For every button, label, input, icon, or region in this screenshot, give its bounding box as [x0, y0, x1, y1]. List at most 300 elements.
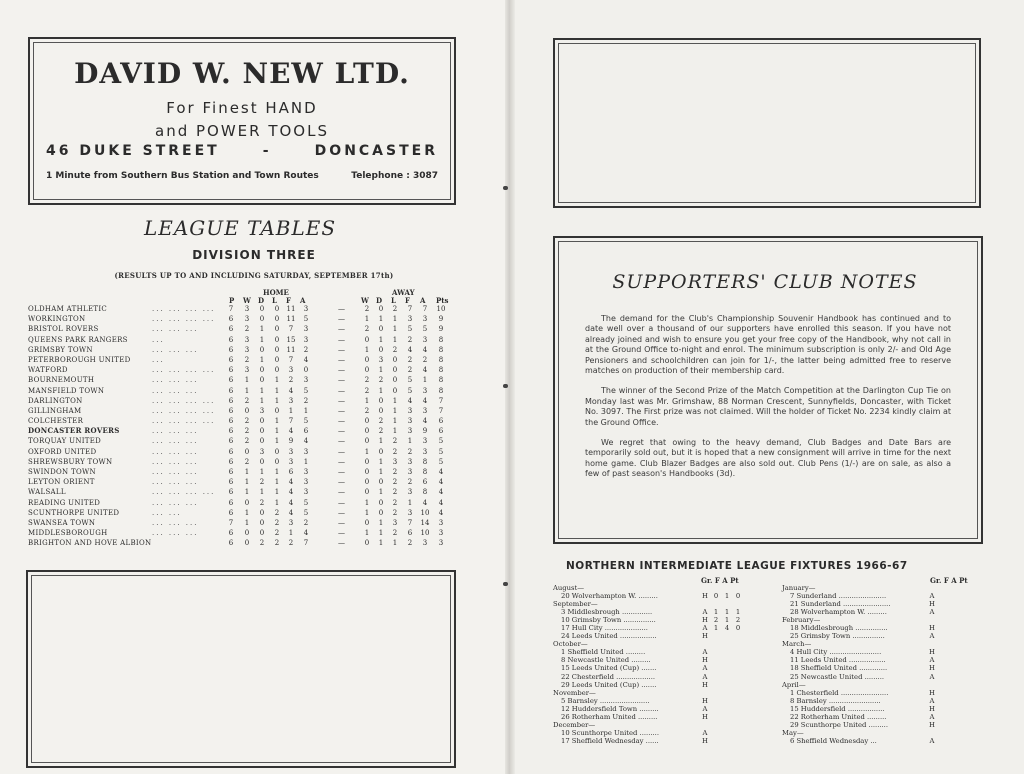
stat-cell: 4	[288, 498, 294, 507]
stat-cell: 2	[392, 488, 398, 497]
stat-cell: 3	[407, 488, 413, 497]
stat-cell: 8	[438, 355, 444, 364]
stat-cell: 1	[244, 386, 250, 395]
stat-cell: 0	[378, 396, 384, 405]
stat-cell: 1	[364, 315, 370, 324]
stat-cell: 6	[228, 325, 234, 334]
fixture-label: 12 Huddersfield Town .........	[561, 704, 659, 713]
fixture-gr: A	[929, 592, 935, 601]
fixture-row	[553, 673, 763, 681]
stat-cell: 0	[378, 325, 384, 334]
stat-cell: 2	[288, 539, 294, 548]
month-label: February—	[782, 616, 821, 625]
fixture-row	[553, 713, 763, 721]
home-header: HOME	[263, 288, 289, 297]
supporters-text	[585, 314, 951, 490]
stat-cell: 4	[438, 478, 444, 487]
fixture-gr: A	[929, 712, 935, 721]
league-row	[28, 304, 468, 314]
separator-dash: —	[338, 305, 345, 313]
leader-dots: ... ... ...	[152, 468, 199, 476]
stat-cell: 3	[244, 335, 250, 344]
leader-dots: ... ... ... ...	[152, 396, 216, 405]
month-label: April—	[782, 680, 806, 689]
advert-box	[28, 37, 456, 205]
stat-cell: 4	[438, 468, 444, 476]
stat-cell: 3	[392, 457, 398, 466]
supporters-heading: SUPPORTERS' CLUB NOTES	[612, 271, 918, 293]
month-label: December—	[553, 720, 596, 729]
stat-cell: 3	[422, 386, 428, 395]
stat-cell: 4	[422, 396, 428, 405]
stat-cell: 3	[422, 335, 428, 344]
separator-dash: —	[338, 335, 345, 344]
stat-cell: 3	[303, 376, 309, 385]
month-label: March—	[782, 640, 812, 649]
separator-dash: —	[338, 488, 345, 497]
stat-cell: 3	[407, 457, 413, 466]
stat-cell: 3	[303, 488, 309, 497]
fixture-f: 1	[713, 624, 719, 633]
leader-dots: ... ... ...	[152, 529, 199, 538]
stat-cell: 1	[378, 488, 384, 497]
stat-cell: 5	[303, 417, 309, 426]
stat-cell: 1	[392, 396, 398, 405]
stat-cell: 3	[407, 406, 413, 415]
fixture-row	[782, 656, 942, 664]
stat-cell: 6	[228, 437, 234, 446]
stat-cell: 3	[422, 437, 428, 446]
fixture-gr: A	[929, 696, 935, 705]
stat-cell: 4	[438, 488, 444, 497]
stat-cell: 1	[378, 366, 384, 375]
stat-cell: 0	[364, 335, 370, 344]
fixture-gr: H	[929, 664, 935, 673]
stat-cell: 0	[244, 498, 250, 507]
stat-cell: 3	[303, 335, 309, 344]
stat-cell: 0	[259, 376, 265, 385]
stat-cell: 6	[228, 406, 234, 415]
fixture-label: 7 Sunderland ......................	[790, 592, 887, 601]
stat-cell: 6	[228, 468, 234, 476]
month-label: November—	[553, 688, 596, 697]
stat-cell: 8	[438, 335, 444, 344]
separator-dash: —	[338, 508, 345, 517]
stat-cell: 8	[438, 366, 444, 375]
stat-cell: 2	[274, 518, 280, 527]
fixtures-right-column	[782, 584, 942, 745]
separator-dash: —	[338, 468, 345, 476]
stat-cell: 1	[274, 417, 280, 426]
stat-cell: 3	[244, 366, 250, 375]
notes-paragraph-2: The winner of the Second Prize of the Match Competition at the Darlington Cup Tie on Monday last was Mr. Grimshaw, 88 Norman Crescent, Sunnyfields, Doncaster, with Ticket No. 3097. The First prize was not claimed. Will the holder of Ticket No. 2234 kindly claim at the Ground Office.	[585, 386, 951, 427]
stat-cell: 1	[364, 447, 370, 456]
fixture-row	[553, 632, 763, 640]
stat-cell: 3	[288, 457, 294, 466]
stat-cell: 0	[378, 305, 384, 313]
stat-cell: 1	[274, 427, 280, 436]
stat-cell: 5	[303, 386, 309, 395]
stat-cell: 2	[392, 447, 398, 456]
leader-dots: ... ... ... ...	[152, 315, 216, 324]
stat-cell: 14	[420, 518, 430, 527]
stat-cell: 1	[244, 376, 250, 385]
team-name: SWINDON TOWN	[28, 468, 96, 476]
stat-cell: 0	[244, 529, 250, 538]
stat-cell: 6	[228, 478, 234, 487]
separator-dash: —	[338, 518, 345, 527]
team-name: MIDDLESBOROUGH	[28, 529, 108, 538]
fixture-label: 25 Grimsby Town ...............	[790, 632, 885, 641]
fixture-row	[553, 616, 763, 624]
stat-cell: 2	[244, 396, 250, 405]
fixture-gr: A	[702, 704, 708, 713]
stat-cell: 7	[228, 305, 234, 313]
fixture-label: 10 Grimsby Town ...............	[561, 616, 656, 625]
stat-cell: 1	[274, 478, 280, 487]
fixture-label: 4 Hull City ........................	[790, 648, 882, 657]
stat-cell: 2	[407, 478, 413, 487]
stat-cell: 3	[392, 518, 398, 527]
stat-cell: 2	[244, 355, 250, 364]
fixture-row	[553, 608, 763, 616]
separator-dash: —	[338, 498, 345, 507]
stat-cell: 1	[244, 488, 250, 497]
stat-cell: 0	[364, 488, 370, 497]
stat-cell: 0	[303, 366, 309, 375]
separator-dash: —	[338, 366, 345, 375]
fixture-label: 8 Newcastle United .........	[561, 656, 651, 665]
fixture-f: 2	[713, 616, 719, 625]
stat-cell: 0	[378, 447, 384, 456]
stat-cell: 10	[420, 529, 430, 538]
stat-cell: 0	[364, 468, 370, 476]
fixture-label: 28 Wolverhampton W. .........	[790, 608, 887, 617]
stat-cell: 1	[378, 437, 384, 446]
separator-dash: —	[338, 539, 345, 548]
fixture-label: 26 Rotherham United .........	[561, 712, 658, 721]
stat-cell: 3	[288, 447, 294, 456]
stat-cell: 0	[378, 478, 384, 487]
stat-cell: 3	[288, 518, 294, 527]
advert-town: DONCASTER	[314, 143, 438, 159]
month-label: May—	[782, 728, 804, 737]
stat-cell: 2	[303, 396, 309, 405]
fixtures-right-header: Gr. F A Pt	[930, 576, 968, 585]
leader-dots: ... ... ... ...	[152, 366, 216, 375]
stat-cell: 3	[259, 406, 265, 415]
stat-cell: 0	[274, 315, 280, 324]
league-row	[28, 335, 468, 345]
fixture-month	[553, 689, 763, 697]
separator-dash: —	[338, 355, 345, 364]
fixture-label: 1 Chesterfield ......................	[790, 688, 889, 697]
stat-cell: 8	[422, 457, 428, 466]
stat-cell: 3	[407, 427, 413, 436]
fixture-month	[782, 640, 942, 648]
away-col-header: L	[391, 296, 396, 305]
fixture-row	[553, 737, 763, 745]
fixture-row	[782, 632, 942, 640]
advert-directions: 1 Minute from Southern Bus Station and Town Routes	[46, 171, 319, 181]
stat-cell: 1	[378, 468, 384, 476]
team-name: QUEENS PARK RANGERS	[28, 335, 128, 344]
leader-dots: ... ... ...	[152, 386, 199, 395]
leader-dots: ... ... ...	[152, 447, 199, 456]
stat-cell: 0	[274, 345, 280, 354]
fixture-month	[553, 640, 763, 648]
stat-cell: 6	[288, 468, 294, 476]
away-col-header: D	[376, 296, 383, 305]
team-name: WALSALL	[28, 488, 66, 497]
binding-staple	[503, 186, 508, 190]
stat-cell: 6	[228, 386, 234, 395]
stat-cell: 2	[364, 386, 370, 395]
stat-cell: 0	[392, 355, 398, 364]
league-row	[28, 498, 468, 508]
stat-cell: 4	[303, 529, 309, 538]
league-row	[28, 538, 468, 548]
stat-cell: 5	[407, 376, 413, 385]
stat-cell: 0	[274, 355, 280, 364]
fixture-gr: A	[702, 624, 708, 633]
leader-dots: ...	[152, 355, 165, 364]
stat-cell: 8	[422, 488, 428, 497]
stat-cell: 3	[438, 539, 444, 548]
stat-cell: 9	[438, 325, 444, 334]
stat-cell: 6	[303, 427, 309, 436]
stat-cell: 2	[274, 529, 280, 538]
stat-cell: 6	[228, 396, 234, 405]
league-row	[28, 518, 468, 528]
fixture-label: 15 Leeds United (Cup) .......	[561, 664, 657, 673]
stat-cell: 2	[244, 437, 250, 446]
fixture-gr: H	[929, 648, 935, 657]
fixture-gr: H	[929, 624, 935, 633]
league-row	[28, 375, 468, 385]
stat-cell: 5	[303, 498, 309, 507]
home-col-header: A	[300, 296, 306, 305]
fixture-row	[782, 705, 942, 713]
stat-cell: 0	[364, 427, 370, 436]
stat-cell: 0	[259, 305, 265, 313]
stat-cell: 2	[259, 498, 265, 507]
stat-cell: 5	[303, 315, 309, 324]
stat-cell: 7	[303, 539, 309, 548]
fixtures-left-header: Gr. F A Pt	[701, 576, 739, 585]
stat-cell: 4	[288, 508, 294, 517]
team-name: SWANSEA TOWN	[28, 518, 96, 527]
stat-cell: 0	[244, 447, 250, 456]
league-row	[28, 355, 468, 365]
stat-cell: 1	[407, 498, 413, 507]
fixture-label: 29 Scunthorpe United .........	[790, 720, 889, 729]
stat-cell: 0	[259, 508, 265, 517]
fixture-row	[782, 648, 942, 656]
stat-cell: 1	[364, 345, 370, 354]
leader-dots: ... ... ...	[152, 498, 199, 507]
stat-cell: 7	[438, 396, 444, 405]
fixture-a: 1	[724, 592, 730, 601]
fixture-label: 29 Leeds United (Cup) .......	[561, 680, 657, 689]
stat-cell: 3	[303, 468, 309, 476]
team-name: GILLINGHAM	[28, 406, 82, 415]
stat-cell: 1	[392, 325, 398, 334]
stat-cell: 3	[303, 325, 309, 334]
stat-cell: 1	[303, 406, 309, 415]
stat-cell: 1	[259, 335, 265, 344]
stat-cell: 1	[259, 468, 265, 476]
separator-dash: —	[338, 427, 345, 436]
stat-cell: 1	[364, 529, 370, 538]
stat-cell: 1	[274, 488, 280, 497]
separator-dash: —	[338, 315, 345, 324]
league-row	[28, 386, 468, 396]
fixture-gr: H	[702, 592, 708, 601]
stat-cell: 6	[228, 345, 234, 354]
stat-cell: 3	[244, 305, 250, 313]
team-name: GRIMSBY TOWN	[28, 345, 93, 354]
stat-cell: 3	[438, 529, 444, 538]
stat-cell: 4	[303, 437, 309, 446]
leader-dots: ... ... ... ...	[152, 406, 216, 415]
stat-cell: 4	[438, 498, 444, 507]
fixture-row	[782, 737, 942, 745]
stat-cell: 1	[244, 518, 250, 527]
stat-cell: 3	[288, 366, 294, 375]
fixture-label: 18 Sheffield United .............	[790, 664, 888, 673]
league-row	[28, 324, 468, 334]
stat-cell: 1	[259, 396, 265, 405]
fixture-row	[782, 689, 942, 697]
fixture-gr: A	[702, 648, 708, 657]
team-name: COLCHESTER	[28, 417, 84, 426]
stat-cell: 4	[288, 427, 294, 436]
stat-cell: 6	[228, 447, 234, 456]
stat-cell: 1	[378, 315, 384, 324]
stat-cell: 5	[438, 437, 444, 446]
division-title: DIVISION THREE	[192, 248, 316, 262]
stat-cell: 1	[274, 396, 280, 405]
separator-dash: —	[338, 386, 345, 395]
stat-cell: 0	[274, 447, 280, 456]
stat-cell: 0	[259, 518, 265, 527]
stat-cell: 3	[303, 447, 309, 456]
stat-cell: 6	[228, 335, 234, 344]
stat-cell: 4	[288, 488, 294, 497]
stat-cell: 0	[244, 406, 250, 415]
month-label: September—	[553, 600, 598, 609]
stat-cell: 3	[244, 345, 250, 354]
stat-cell: 4	[407, 345, 413, 354]
separator-dash: —	[338, 529, 345, 538]
stat-cell: 1	[392, 335, 398, 344]
separator-dash: —	[338, 457, 345, 466]
advert-street: 46 DUKE STREET	[46, 143, 220, 159]
stat-cell: 4	[288, 478, 294, 487]
stat-cell: 1	[392, 417, 398, 426]
fixture-row	[782, 697, 942, 705]
stat-cell: 3	[303, 305, 309, 313]
team-name: READING UNITED	[28, 498, 101, 507]
stat-cell: 8	[438, 345, 444, 354]
month-label: August—	[553, 584, 585, 592]
league-row	[28, 436, 468, 446]
fixture-gr: H	[702, 712, 708, 721]
stat-cell: 4	[438, 508, 444, 517]
stat-cell: 2	[364, 325, 370, 334]
stat-cell: 1	[407, 437, 413, 446]
stat-cell: 0	[274, 366, 280, 375]
stat-cell: 0	[378, 406, 384, 415]
stat-cell: 7	[288, 417, 294, 426]
league-row	[28, 314, 468, 324]
stat-cell: 5	[407, 325, 413, 334]
fixture-month	[782, 584, 942, 592]
league-row	[28, 447, 468, 457]
team-name: DONCASTER ROVERS	[28, 426, 120, 436]
separator-dash: —	[338, 478, 345, 487]
month-label: January—	[782, 584, 816, 592]
fixture-row	[553, 656, 763, 664]
stat-cell: 6	[228, 315, 234, 324]
fixture-p: 2	[735, 616, 741, 625]
stat-cell: 0	[364, 437, 370, 446]
stat-cell: 2	[392, 478, 398, 487]
stat-cell: 2	[378, 376, 384, 385]
fixture-gr: H	[929, 688, 935, 697]
stat-cell: 0	[378, 345, 384, 354]
stat-cell: 1	[274, 468, 280, 476]
stat-cell: 1	[378, 386, 384, 395]
stat-cell: 5	[438, 457, 444, 466]
fixture-label: 24 Leeds United .................	[561, 632, 657, 641]
empty-panel-right	[553, 38, 981, 208]
stat-cell: 3	[407, 315, 413, 324]
stat-cell: 2	[244, 417, 250, 426]
stat-cell: 1	[288, 529, 294, 538]
leader-dots: ... ... ...	[152, 518, 199, 527]
stat-cell: 3	[438, 518, 444, 527]
stat-cell: 2	[303, 518, 309, 527]
stat-cell: 5	[303, 508, 309, 517]
stat-cell: 6	[407, 529, 413, 538]
stat-cell: 0	[392, 376, 398, 385]
stat-cell: 0	[259, 457, 265, 466]
stat-cell: 6	[438, 427, 444, 436]
stat-cell: 3	[422, 539, 428, 548]
stat-cell: 3	[407, 508, 413, 517]
stat-cell: 11	[286, 345, 296, 354]
stat-cell: 7	[438, 406, 444, 415]
away-col-header: F	[405, 296, 410, 305]
stat-cell: 1	[378, 518, 384, 527]
leader-dots: ... ... ... ...	[152, 488, 216, 497]
stat-cell: 1	[288, 406, 294, 415]
stat-cell: 1	[244, 478, 250, 487]
stat-cell: 2	[422, 355, 428, 364]
fixture-p: 1	[735, 608, 741, 617]
stat-cell: 1	[274, 498, 280, 507]
league-row	[28, 416, 468, 426]
stat-cell: 8	[438, 376, 444, 385]
home-col-header: F	[286, 296, 291, 305]
fixtures-left-column	[553, 584, 763, 745]
notes-paragraph-3: We regret that owing to the heavy demand, Club Badges and Date Bars are temporarily sold out, but it is hoped that a new consignment will arrive in time for the next home game. Club Blazer Badges are also sold out. Club Pens (1/-) are on sale, as also a few of past season's Handbooks (3d).	[585, 438, 951, 479]
stat-cell: 2	[407, 355, 413, 364]
stat-cell: 7	[288, 325, 294, 334]
team-name: SHREWSBURY TOWN	[28, 457, 113, 466]
